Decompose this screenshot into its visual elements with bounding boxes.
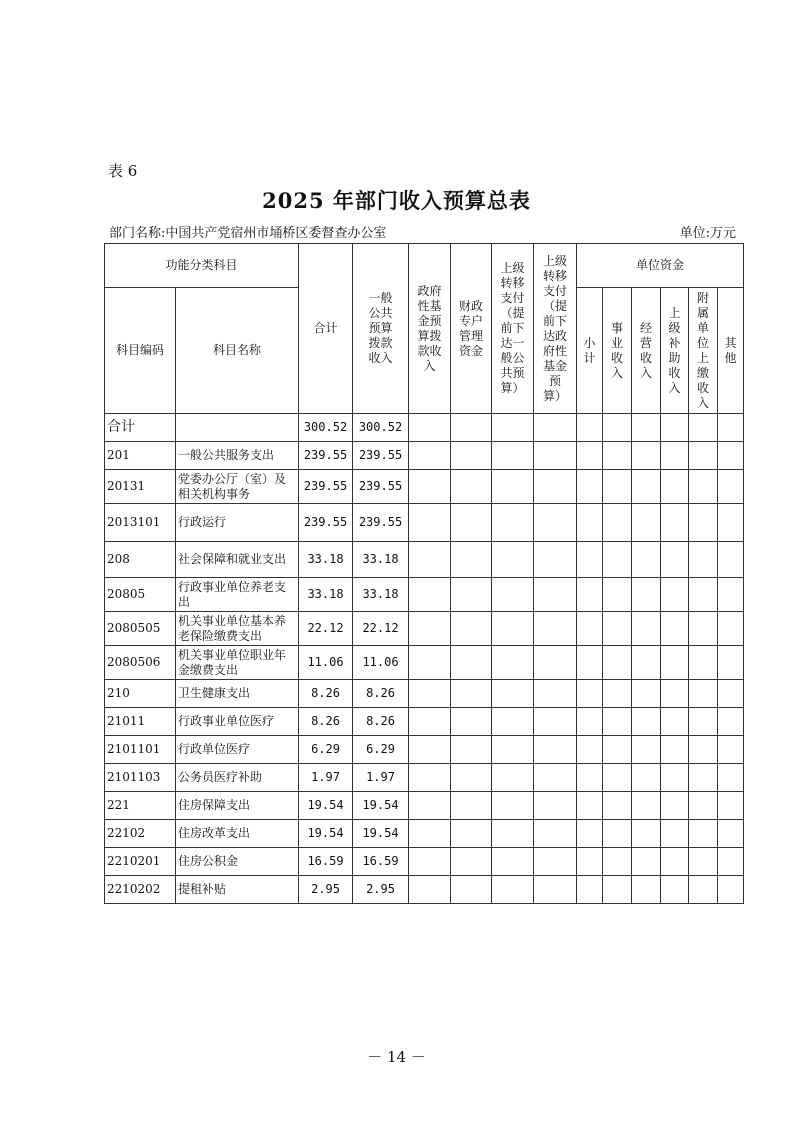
empty-cell [534,736,577,764]
row-general-public: 11.06 [353,646,409,680]
empty-cell [534,820,577,848]
empty-cell [661,764,689,792]
empty-cell [534,848,577,876]
table-row [105,414,744,442]
empty-cell [632,578,661,612]
empty-cell [632,414,661,442]
row-general-public: 33.18 [353,578,409,612]
empty-cell [534,646,577,680]
empty-cell [492,542,534,578]
empty-cell [577,876,603,904]
unit-label: 单位:万元 [679,226,736,241]
empty-cell [632,736,661,764]
empty-cell [492,504,534,542]
empty-cell [492,792,534,820]
row-name: 一般公共服务支出 [176,442,299,470]
empty-cell [409,848,451,876]
empty-cell [492,708,534,736]
header-other: 其他 [718,288,744,414]
table-row [105,848,744,876]
empty-cell [492,470,534,504]
row-code: 2080505 [105,612,176,646]
empty-cell [492,578,534,612]
empty-cell [603,876,632,904]
empty-cell [661,848,689,876]
row-name: 卫生健康支出 [176,680,299,708]
row-code: 221 [105,792,176,820]
empty-cell [409,542,451,578]
header-general-public: 一般公共预算拨款收入 [353,244,409,414]
header-upper-general: 上级转移支付（提前下达一般公共预算） [492,244,534,414]
empty-cell [577,764,603,792]
empty-cell [577,646,603,680]
empty-cell [632,848,661,876]
empty-cell [632,470,661,504]
row-name: 公务员医疗补助 [176,764,299,792]
empty-cell [603,646,632,680]
empty-cell [718,764,744,792]
row-code: 合计 [105,414,176,442]
table-row [105,764,744,792]
row-name: 行政事业单位医疗 [176,708,299,736]
empty-cell [632,542,661,578]
empty-cell [409,470,451,504]
row-code: 20131 [105,470,176,504]
empty-cell [577,792,603,820]
empty-cell [534,470,577,504]
row-name: 行政事业单位养老支出 [176,578,299,612]
header-func-category: 功能分类科目 [105,244,299,288]
row-total: 239.55 [299,442,353,470]
table-row [105,442,744,470]
row-total: 239.55 [299,470,353,504]
empty-cell [409,680,451,708]
table-row [105,736,744,764]
row-total: 1.97 [299,764,353,792]
empty-cell [689,542,718,578]
row-general-public: 239.55 [353,442,409,470]
empty-cell [689,848,718,876]
header-operating-income: 经营收入 [632,288,661,414]
empty-cell [632,442,661,470]
row-name: 住房改革支出 [176,820,299,848]
table-row [105,542,744,578]
empty-cell [718,578,744,612]
row-name: 党委办公厅（室）及相关机构事务 [176,470,299,504]
empty-cell [718,414,744,442]
empty-cell [718,708,744,736]
row-total: 11.06 [299,646,353,680]
empty-cell [451,876,492,904]
row-code: 2101103 [105,764,176,792]
row-general-public: 2.95 [353,876,409,904]
empty-cell [689,612,718,646]
table-row [105,470,744,504]
row-name: 行政运行 [176,504,299,542]
empty-cell [409,820,451,848]
empty-cell [409,612,451,646]
empty-cell [409,504,451,542]
row-general-public: 1.97 [353,764,409,792]
empty-cell [661,680,689,708]
empty-cell [661,442,689,470]
empty-cell [492,876,534,904]
empty-cell [632,764,661,792]
row-total: 239.55 [299,504,353,542]
empty-cell [451,414,492,442]
empty-cell [661,792,689,820]
empty-cell [603,612,632,646]
empty-cell [577,848,603,876]
empty-cell [661,820,689,848]
row-general-public: 19.54 [353,792,409,820]
empty-cell [632,876,661,904]
empty-cell [661,736,689,764]
empty-cell [718,504,744,542]
empty-cell [534,680,577,708]
empty-cell [451,578,492,612]
row-general-public: 300.52 [353,414,409,442]
department-name: 部门名称:中国共产党宿州市埇桥区委督查办公室 [109,226,387,241]
row-name: 提租补贴 [176,876,299,904]
empty-cell [534,876,577,904]
empty-cell [451,470,492,504]
empty-cell [689,792,718,820]
row-general-public: 6.29 [353,736,409,764]
header-code: 科目编码 [105,288,176,414]
empty-cell [689,578,718,612]
empty-cell [689,470,718,504]
empty-cell [492,442,534,470]
empty-cell [451,764,492,792]
header-name: 科目名称 [176,288,299,414]
row-general-public: 19.54 [353,820,409,848]
empty-cell [451,708,492,736]
empty-cell [534,442,577,470]
row-total: 2.95 [299,876,353,904]
empty-cell [689,680,718,708]
empty-cell [603,542,632,578]
header-unit-funds: 单位资金 [577,244,744,288]
empty-cell [451,680,492,708]
empty-cell [451,504,492,542]
empty-cell [718,792,744,820]
table-row [105,876,744,904]
empty-cell [718,542,744,578]
table-row [105,646,744,680]
empty-cell [603,578,632,612]
empty-cell [409,442,451,470]
empty-cell [409,708,451,736]
row-name: 社会保障和就业支出 [176,542,299,578]
empty-cell [603,792,632,820]
empty-cell [718,442,744,470]
row-general-public: 8.26 [353,708,409,736]
row-general-public: 239.55 [353,504,409,542]
empty-cell [661,646,689,680]
empty-cell [718,612,744,646]
empty-cell [492,820,534,848]
empty-cell [661,470,689,504]
row-total: 33.18 [299,542,353,578]
empty-cell [534,612,577,646]
empty-cell [689,876,718,904]
empty-cell [409,764,451,792]
empty-cell [577,442,603,470]
empty-cell [661,504,689,542]
row-general-public: 239.55 [353,470,409,504]
empty-cell [689,414,718,442]
table-row [105,612,744,646]
empty-cell [451,542,492,578]
empty-cell [492,646,534,680]
empty-cell [632,792,661,820]
empty-cell [718,470,744,504]
empty-cell [451,792,492,820]
table-row [105,504,744,542]
empty-cell [492,764,534,792]
empty-cell [632,820,661,848]
empty-cell [603,764,632,792]
header-affiliated-income: 附属单位上缴收入 [689,288,718,414]
row-general-public: 33.18 [353,542,409,578]
empty-cell [451,612,492,646]
empty-cell [451,736,492,764]
row-total: 300.52 [299,414,353,442]
empty-cell [492,680,534,708]
empty-cell [492,736,534,764]
empty-cell [632,646,661,680]
empty-cell [451,848,492,876]
empty-cell [534,542,577,578]
table-label: 表 6 [108,162,138,180]
empty-cell [492,848,534,876]
empty-cell [661,578,689,612]
empty-cell [451,442,492,470]
row-total: 19.54 [299,792,353,820]
empty-cell [577,504,603,542]
empty-cell [689,442,718,470]
table-row [105,578,744,612]
row-name [176,414,299,442]
empty-cell [409,646,451,680]
empty-cell [577,578,603,612]
empty-cell [451,646,492,680]
empty-cell [661,414,689,442]
row-code: 22102 [105,820,176,848]
empty-cell [534,792,577,820]
page-title: 2025 年部门收入预算总表 [262,188,531,213]
empty-cell [689,736,718,764]
row-name: 住房公积金 [176,848,299,876]
empty-cell [718,736,744,764]
empty-cell [632,504,661,542]
empty-cell [603,414,632,442]
row-total: 8.26 [299,708,353,736]
empty-cell [409,876,451,904]
empty-cell [577,470,603,504]
row-code: 20805 [105,578,176,612]
budget-table [104,243,744,904]
empty-cell [689,820,718,848]
table-row [105,820,744,848]
empty-cell [689,708,718,736]
empty-cell [718,820,744,848]
empty-cell [577,542,603,578]
empty-cell [577,708,603,736]
empty-cell [603,442,632,470]
empty-cell [534,708,577,736]
empty-cell [534,764,577,792]
header-finance-special: 财政专户管理资金 [451,244,492,414]
row-total: 16.59 [299,848,353,876]
empty-cell [603,848,632,876]
row-code: 2210202 [105,876,176,904]
empty-cell [577,414,603,442]
row-code: 2013101 [105,504,176,542]
empty-cell [689,646,718,680]
row-code: 208 [105,542,176,578]
row-name: 住房保障支出 [176,792,299,820]
row-total: 22.12 [299,612,353,646]
empty-cell [603,736,632,764]
empty-cell [718,876,744,904]
row-general-public: 16.59 [353,848,409,876]
row-name: 行政单位医疗 [176,736,299,764]
empty-cell [577,820,603,848]
empty-cell [577,736,603,764]
row-code: 21011 [105,708,176,736]
empty-cell [718,848,744,876]
row-general-public: 22.12 [353,612,409,646]
row-code: 201 [105,442,176,470]
empty-cell [603,470,632,504]
row-total: 33.18 [299,578,353,612]
header-subtotal: 小计 [577,288,603,414]
row-total: 19.54 [299,820,353,848]
header-business-income: 事业收入 [603,288,632,414]
row-code: 2101101 [105,736,176,764]
empty-cell [632,708,661,736]
row-general-public: 8.26 [353,680,409,708]
empty-cell [718,646,744,680]
table-row [105,708,744,736]
empty-cell [661,708,689,736]
empty-cell [492,414,534,442]
empty-cell [603,708,632,736]
empty-cell [534,578,577,612]
empty-cell [689,504,718,542]
empty-cell [534,504,577,542]
empty-cell [603,680,632,708]
table-row [105,680,744,708]
empty-cell [409,414,451,442]
empty-cell [603,820,632,848]
empty-cell [661,876,689,904]
empty-cell [409,736,451,764]
empty-cell [632,680,661,708]
row-name: 机关事业单位基本养老保险缴费支出 [176,612,299,646]
row-code: 210 [105,680,176,708]
table-row [105,792,744,820]
row-total: 8.26 [299,680,353,708]
empty-cell [603,504,632,542]
row-total: 6.29 [299,736,353,764]
empty-cell [534,414,577,442]
empty-cell [632,612,661,646]
empty-cell [661,542,689,578]
empty-cell [451,820,492,848]
empty-cell [718,680,744,708]
empty-cell [409,578,451,612]
empty-cell [492,612,534,646]
row-code: 2210201 [105,848,176,876]
empty-cell [577,680,603,708]
header-upper-fund: 上级转移支付（提前下达政府性基金预算） [534,244,577,414]
page-number: － 14 － [367,1048,426,1066]
row-name: 机关事业单位职业年金缴费支出 [176,646,299,680]
empty-cell [409,792,451,820]
empty-cell [689,764,718,792]
row-code: 2080506 [105,646,176,680]
header-gov-fund: 政府性基金预算拨款收入 [409,244,451,414]
header-upper-subsidy: 上级补助收入 [661,288,689,414]
header-total: 合计 [299,244,353,414]
empty-cell [577,612,603,646]
empty-cell [661,612,689,646]
